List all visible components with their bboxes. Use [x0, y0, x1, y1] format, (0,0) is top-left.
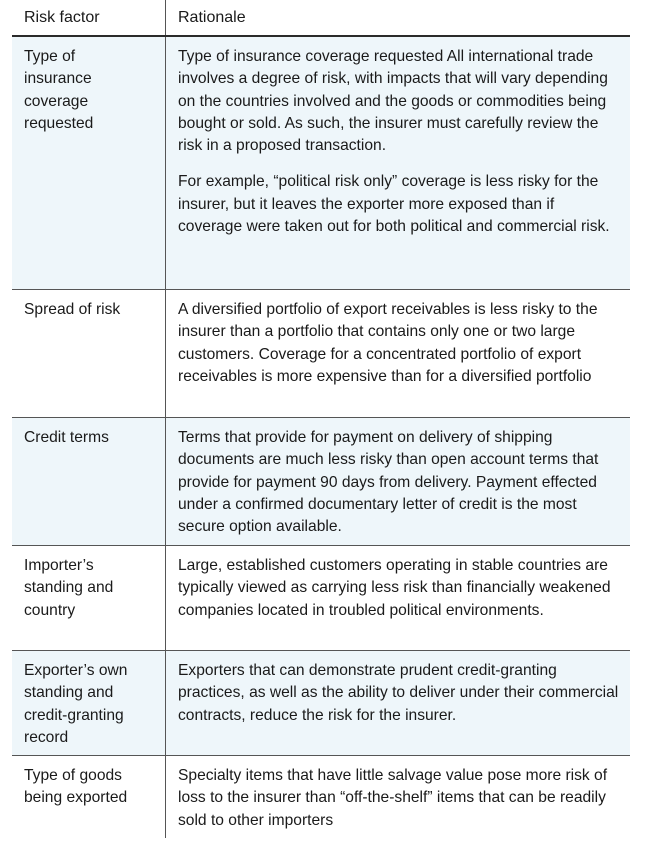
header-risk-factor: Risk factor: [12, 0, 166, 35]
risk-factor-cell: Type of insurance coverage requested: [12, 37, 166, 289]
rationale-paragraph: Large, established customers operating in stable countries are typically viewed as carrying less risk than financially weakened companies located in troubled political environments.: [178, 557, 611, 619]
table-row: [12, 290, 630, 418]
rationale-paragraph: Type of insurance coverage requested All international trade involves a degree of risk, with impacts that will vary depending on the countries involved and the goods or commodities being bought or sold. As such, the insurer must carefully review the risk in a proposed transaction.: [178, 48, 608, 155]
rationale-cell: [166, 418, 630, 545]
table-row: [12, 546, 630, 651]
table-row: [12, 651, 630, 756]
rationale-paragraph: Terms that provide for payment on delivery of shipping documents are much less risky than open account terms that provide for payment 90 days from delivery. Payment effected under a confirmed documentary letter of credit is the most secure option available.: [178, 429, 599, 536]
risk-factor-table: [12, 0, 630, 838]
rationale-paragraph: For example, “political risk only” coverage is less risky for the insurer, but it leaves the exporter more exposed than if coverage were taken out for both political and commercial risk.: [178, 173, 610, 236]
table-header-row: [12, 0, 630, 37]
risk-factor-cell: Importer’s standing and country: [12, 546, 166, 650]
rationale-cell: [166, 290, 630, 417]
rationale-cell: [166, 756, 630, 838]
risk-factor-cell: Type of goods being exported: [12, 756, 166, 838]
table-row: [12, 37, 630, 290]
rationale-paragraph: A diversified portfolio of export receivables is less risky to the insurer than a portfolio that contains only one or two large customers. Coverage for a concentrated portfolio of export receivables is more expensive than for a diversified portfolio: [178, 301, 598, 385]
rationale-paragraph: Specialty items that have little salvage value pose more risk of loss to the insurer than “off-the-shelf” items that can be readily sold to other importers: [178, 767, 608, 829]
table-row: [12, 418, 630, 546]
table-row: [12, 756, 630, 838]
rationale-cell: [166, 546, 630, 650]
risk-factor-cell: Spread of risk: [12, 290, 166, 417]
rationale-paragraph: Exporters that can demonstrate prudent credit-granting practices, as well as the ability to deliver under their commercial contracts, reduce the risk for the insurer.: [178, 662, 619, 724]
rationale-cell: [166, 651, 630, 755]
header-rationale: Rationale: [178, 9, 246, 26]
risk-factor-cell: Exporter’s own standing and credit-granting record: [12, 651, 166, 755]
risk-factor-cell: Credit terms: [12, 418, 166, 545]
rationale-cell: [166, 37, 630, 289]
